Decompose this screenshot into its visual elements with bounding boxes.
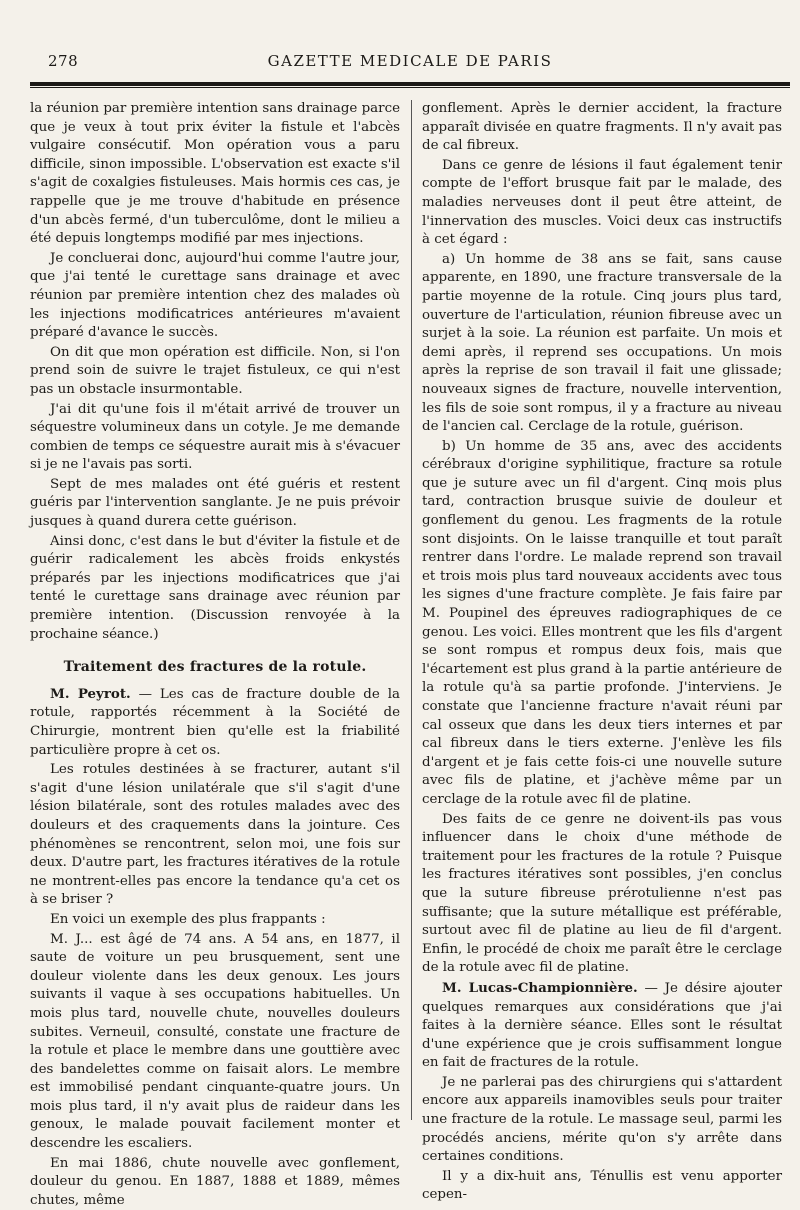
speaker-text: — Je désire ajouter quelques remarques aux considérations que j'ai faites à la dernière séance. Elles sont le résultat d'une expérience que je crois suffisamment longue en fait de fractures de la rotule. [422,980,782,1071]
left-column [30,100,400,1208]
section-heading: Traitement des fractures de la rotule. [63,659,367,676]
speaker-text: — Les cas de fracture double de la rotule, rapportés récemment à la Société de Chirurgie, montrent bien qu'elle est la friabilité particulière propre à cet os. [30,686,400,758]
paragraph: En voici un exemple des plus frappants : [50,911,326,927]
paragraph: gonflement. Après le dernier accident, la fracture apparaît divisée en quatre fragments. Il n'y avait pas de cal fibreux. [422,101,782,154]
paragraph: Des faits de ce genre ne doivent-ils pas vous influencer dans le choix d'une méthode de traitement pour les fractures de la rotule ? Puisque les fractures itératives sont possibles, j'en conclus que la suture fibreuse prérotulienne n'est pas suffisante; que la suture métallique est préférable, surtout avec fil de platine au lieu de fil d'argent. Enfin, le procédé de choix me paraît être le cerclage de la rotule avec fil de platine. [422,811,782,976]
speaker-paragraph [30,685,400,760]
paragraph: Les rotules destinées à se fracturer, autant s'il s'agit d'une lésion unilatérale que s'il s'agit d'une lésion bilatérale, sont des rotules malades avec des douleurs et des craquements dans la jointure. Ces phénomènes se rencontrent, selon moi, une fois sur deux. D'autre part, les fractures itératives de la rotule ne montrent-elles pas encore la tendance qu'a cet os à se briser ? [30,762,400,908]
speaker-name: M. Peyrot. [50,685,131,702]
speaker-paragraph [422,979,782,1073]
column-divider [411,100,412,1120]
paragraph: Il y a dix-huit ans, Ténullis est venu apporter cepen- [422,1168,782,1203]
paragraph: Ainsi donc, c'est dans le but d'éviter la fistule et de guérir radicalement les abcès froids enkystés préparés par les injections modificatrices que j'ai tenté le curettage sans drainage avec réunion par première intention. (Discussion renvoyée à la prochaine séance.) [30,533,400,642]
paragraph: Sept de mes malades ont été guéris et restent guéris par l'intervention sanglante. Je ne puis prévoir jusques à quand durera cette guérison. [30,476,400,530]
speaker-name: M. Lucas-Championnière. [442,979,638,996]
paragraph: Je ne parlerai pas des chirurgiens qui s'attardent encore aux appareils inamovibles seuls pour traiter une fracture de la rotule. Le massage seul, parmi les procédés anciens, mérite qu'on s'y arrête dans certaines conditions. [422,1074,782,1165]
page-header [30,52,790,76]
paragraph: M. J... est âgé de 74 ans. A 54 ans, en 1877, il saute de voiture un peu brusquement, sent une douleur violente dans les deux genoux. Les jours suivants il vaque à ses occupations habituelles. Un mois plus tard, nouvelle chute, nouvelles douleurs subites. Verneuil, consulté, constate une fracture de la rotule et place le membre dans une gouttière avec des bandelettes comme on faisait alors. Le membre est immobilisé pendant cinquante-quatre jours. Un mois plus tard, il n'y avait plus de raideur dans les genoux, le malade pouvait facilement monter et descendre les escaliers. [30,931,400,1152]
paragraph: a) Un homme de 38 ans se fait, sans cause apparente, en 1890, une fracture transversale de la partie moyenne de la rotule. Cinq jours plus tard, ouverture de l'articulation, réunion fibreuse avec un surjet à la soie. La réunion est parfaite. Un mois et demi après, il reprend ses occupations. Un mois après la reprise de son travail il fait une glissade; nouveaux signes de fracture, nouvelle intervention, les fils de soie sont rompus, il y a fracture au niveau de l'ancien cal. Cerclage de la rotule, guérison. [422,251,782,435]
running-title: GAZETTE MEDICALE DE PARIS [267,52,553,70]
right-column [422,100,782,1203]
paragraph: Dans ce genre de lésions il faut également tenir compte de l'effort brusque fait par le malade, des maladies nerveuses dont il peut être atteint, de l'innervation des muscles. Voici deux cas instructifs à cet égard : [422,157,782,248]
paragraph: J'ai dit qu'une fois il m'était arrivé de trouver un séquestre volumineux dans un cotyle. Je me demande combien de temps ce séquestre aurait mis à s'évacuer si je ne l'avais pas sorti. [30,401,400,473]
paragraph: Je concluerai donc, aujourd'hui comme l'autre jour, que j'ai tenté le curettage sans drainage et avec réunion par première intention chez des malades où les injections modificatrices antérieures m'avaient préparé d'avance le succès. [30,250,400,341]
paragraph: la réunion par première intention sans drainage parce que je veux à tout prix éviter la fistule et l'abcès vulgaire consécutif. Mon opération vous a paru difficile, sinon impossible. L'observation est exacte s'il s'agit de coxalgies fistuleuses. Mais hormis ces cas, je rappelle que je me trouve d'habitude en présence d'un abcès fermé, d'un tuberculôme, dont le milieu a été depuis longtemps modifié par mes injections. [30,101,400,247]
paragraph: En mai 1886, chute nouvelle avec gonflement, douleur du genou. En 1887, 1888 et 1889, mêmes chutes, même [30,1155,400,1208]
page-number: 278 [48,52,79,70]
paragraph: b) Un homme de 35 ans, avec des accidents cérébraux d'origine syphilitique, fracture sa rotule que je suture avec un fil d'argent. Cinq mois plus tard, contraction brusque suivie de douleur et gonflement du genou. Les fragments de la rotule sont disjoints. On le laisse tranquille et tout paraît rentrer dans l'ordre. Le malade reprend son travail et trois mois plus tard nouveaux accidents avec tous les signes d'une fracture complète. Je fais faire par M. Poupinel des épreuves radiographiques de ce genou. Les voici. Elles montrent que les fils d'argent se sont rompus et rompus deux fois, mais que l'écartement est plus grand à la partie antérieure de la rotule qu'à sa partie profonde. J'interviens. Je constate que l'ancienne fracture n'avait réuni par cal osseux que dans les deux tiers internes et par cal fibreux dans le tiers externe. J'enlève les fils d'argent et je fais cette fois-ci une nouvelle suture avec fils de platine, et j'achève même par un cerclage de la rotule avec fil de platine. [422,438,782,807]
paragraph: On dit que mon opération est difficile. Non, si l'on prend soin de suivre le trajet fistuleux, ce qui n'est pas un obstacle insurmontable. [30,344,400,397]
header-rule [30,82,790,88]
